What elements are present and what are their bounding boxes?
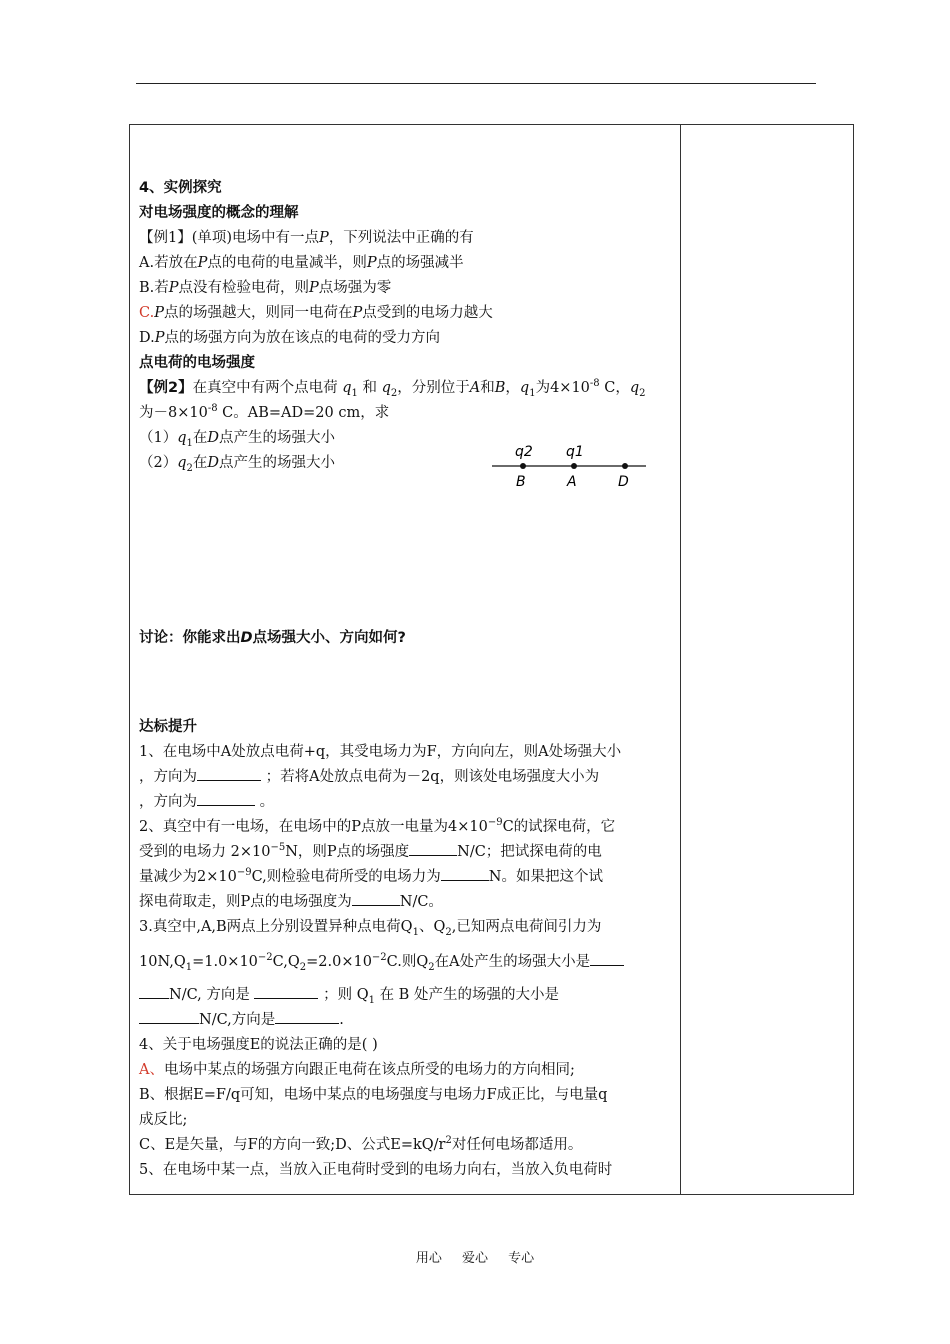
practice-q3-line4: N/C,方向是 . <box>139 1008 674 1033</box>
practice-q4-option-cd: C、E是矢量，与F的方向一致;D、公式$E=kQ/r^2$对任何电场都适用。 <box>139 1135 583 1153</box>
practice-q3-line1: 3.真空中,A,B两点上分别设置异种点电荷$Q_1$、$Q_2$,已知两点电荷间引力为 <box>139 919 602 938</box>
answer-blank[interactable] <box>197 791 255 806</box>
point-charge-subheading: 点电荷的电场强度 <box>139 355 255 371</box>
label-q1: q1 <box>566 444 584 460</box>
example2-line1: 【例2】在真空中有两个点电荷 $q_1$ 和 $q_2$，分别位于A和B，$q_1$为$4\times 10^{-8}$ C，$q_2$ <box>139 378 646 399</box>
practice-q4-option-b-line2: 成反比; <box>139 1112 188 1128</box>
example1-option-a: A.若放在P点的电荷的电量减半，则P点的场强减半 <box>139 255 464 271</box>
label-q2: q2 <box>515 444 533 460</box>
example2-line2: 为$-8\times 10^{-8}$ C。AB=AD=20 cm，求 <box>139 403 390 421</box>
label-b: B <box>516 474 526 490</box>
practice-q3-line2: $10N,Q_1=1.0\times 10^{-2}C,Q_2=2.0\times 10^{-2}C$.则$Q_2$在A处产生的场强大小是 <box>139 950 674 975</box>
example1-question: 【例1】(单项)电场中有一点P，下列说法中正确的有 <box>139 230 474 246</box>
discussion-question: 讨论：你能求出D点场强大小、方向如何? <box>139 630 406 646</box>
point-d-dot <box>622 463 628 469</box>
answer-blank[interactable] <box>139 984 169 999</box>
answer-blank[interactable] <box>352 891 400 906</box>
notes-column-divider <box>680 124 681 1195</box>
example2-subquestion-1: $(1)q_1$在D点产生的场强大小 <box>139 430 336 449</box>
answer-blank[interactable] <box>254 984 318 999</box>
practice-subheading: 达标提升 <box>139 719 197 735</box>
answer-blank[interactable] <box>590 951 624 966</box>
practice-q2-line2: 受到的电场力 $2\times 10^{-5}N$，则P点的场强度 N/C；把试探电荷的电 <box>139 842 602 860</box>
concept-subheading: 对电场强度的概念的理解 <box>139 205 299 221</box>
example2-subquestion-2: $(2)q_2$在D点产生的场强大小 <box>139 455 336 474</box>
answer-blank[interactable] <box>275 1009 339 1024</box>
footer-word-3: 专心 <box>508 1251 535 1266</box>
practice-q4-question: 4、关于电场强度E的说法正确的是( ) <box>139 1037 378 1053</box>
page-footer <box>0 1247 950 1266</box>
label-d: D <box>618 474 629 490</box>
practice-q1-line1: 1、在电场中A处放点电荷+q，其受电场力为F，方向向左，则A处场强大小 <box>139 744 622 760</box>
example1-option-b: B.若P点没有检验电荷，则P点场强为零 <box>139 280 392 296</box>
header-rule <box>136 83 816 84</box>
practice-q3-line3: N/C, 方向是 ；则 $Q_1$ 在 B 处产生的场强的大小是 <box>139 983 674 1008</box>
label-a: A <box>567 474 577 490</box>
answer-blank[interactable] <box>409 841 457 856</box>
footer-word-1: 用心 <box>415 1251 442 1266</box>
blank-space-2 <box>139 651 674 715</box>
practice-q1-line3: ，方向为 。 <box>139 790 674 815</box>
point-a-dot <box>571 463 577 469</box>
blank-space-1 <box>139 476 674 626</box>
charge-position-diagram <box>492 440 652 492</box>
example1-option-d: D.P点的场强方向为放在该点的电荷的受力方向 <box>139 330 440 346</box>
practice-q2-line4: 探电荷取走，则P点的电场强度为 N/C。 <box>139 890 674 915</box>
practice-q4-option-a: A、电场中某点的场强方向跟正电荷在该点所受的电场力的方向相同; <box>139 1062 575 1078</box>
practice-q2-line1: 2、真空中有一电场，在电场中的P点放一电量为$4\times 10^{-9}C$的试探电荷，它 <box>139 817 616 835</box>
practice-q5-line1: 5、在电场中某一点，当放入正电荷时受到的电场力向右，当放入负电荷时 <box>139 1162 613 1178</box>
practice-q4-option-b-line1: B、根据E=F/q可知，电场中某点的电场强度与电场力F成正比，与电量q <box>139 1087 608 1103</box>
section-heading: 4、实例探究 <box>139 180 222 196</box>
answer-blank[interactable] <box>197 766 261 781</box>
answer-blank[interactable] <box>139 1009 199 1024</box>
example1-option-c: C.P点的场强越大，则同一电荷在P点受到的电场力越大 <box>139 305 493 321</box>
footer-word-2: 爱心 <box>461 1251 488 1266</box>
answer-blank[interactable] <box>441 866 489 881</box>
practice-q2-line3: 量减少为$2\times 10^{-9}C$,则检验电荷所受的电场力为 N。如果把这个试 <box>139 867 603 885</box>
main-content-cell <box>139 176 674 1183</box>
point-b-dot <box>520 463 526 469</box>
practice-q1-line2: ，方向为 ；若将A处放点电荷为－2q，则该处电场强度大小为 <box>139 765 674 790</box>
